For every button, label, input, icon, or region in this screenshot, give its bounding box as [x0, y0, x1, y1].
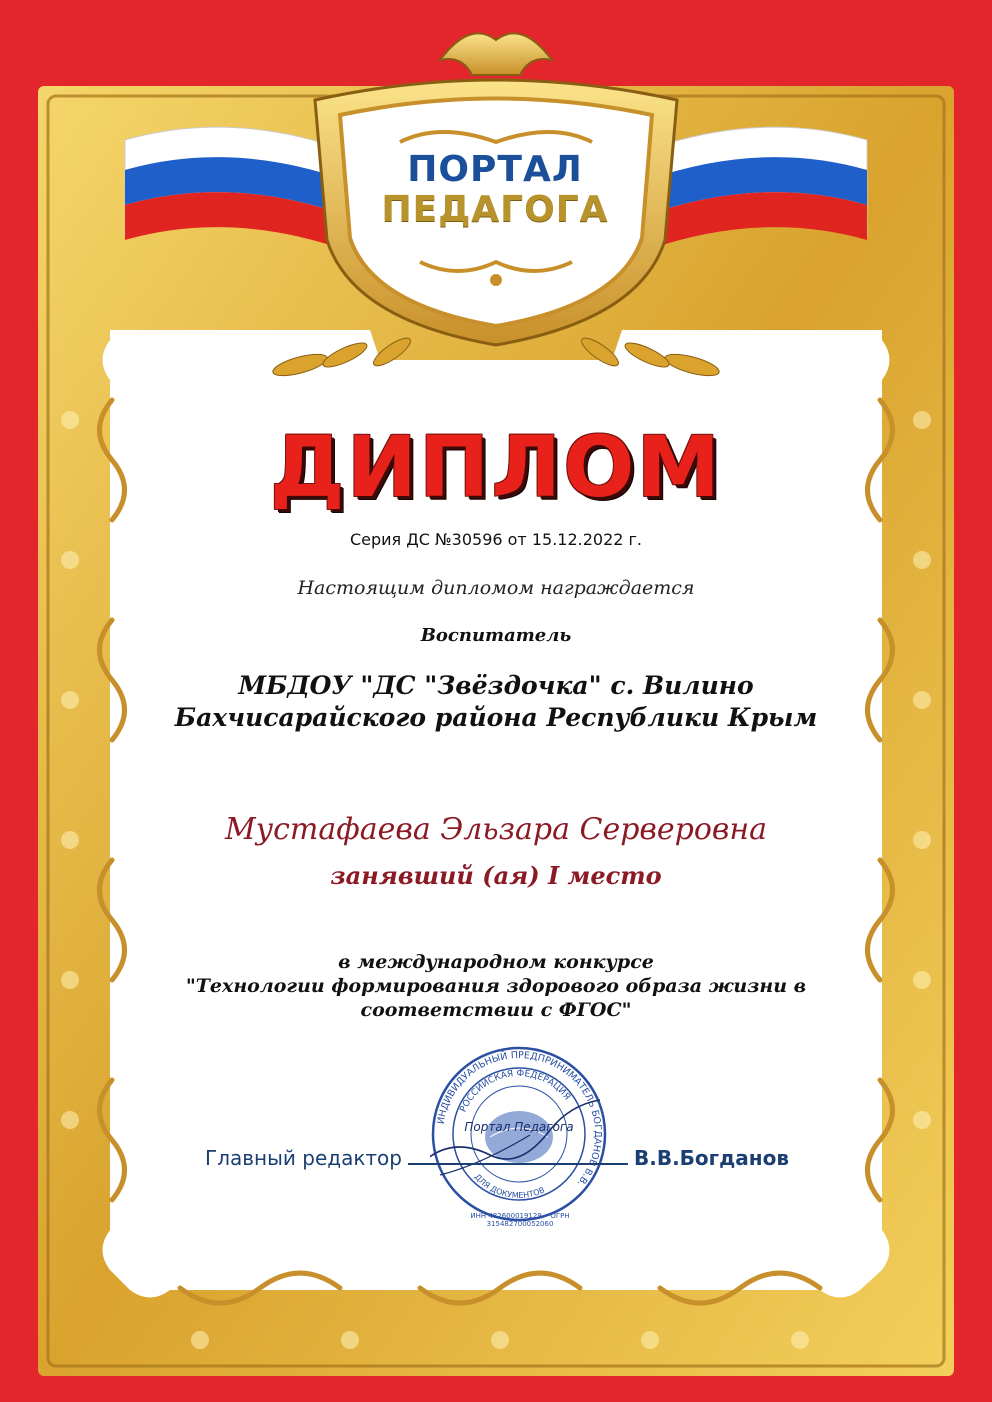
signature-label: Главный редактор: [205, 1146, 402, 1170]
stamp-seal-icon: [430, 1045, 608, 1223]
stamp-center-text: Портал Педагога: [464, 1120, 574, 1134]
diploma-title: [0, 418, 992, 516]
placement: занявший (ая) I место: [330, 861, 662, 890]
awarded-text: Настоящим дипломом награждается: [297, 577, 695, 599]
recipient-role: Воспитатель: [420, 625, 572, 646]
stamp-outer-text: ИНДИВИДУАЛЬНЫЙ ПРЕДПРИНИМАТЕЛЬ БОГДАНОВ В.В.: [435, 1049, 604, 1189]
logo-line-1: ПОРТАЛ: [407, 149, 583, 190]
contest-line-3: соответствии с ФГОС": [360, 999, 632, 1021]
signature-line: [205, 1146, 805, 1170]
series-number: Серия ДС №30596 от 15.12.2022 г.: [349, 530, 643, 549]
diploma-title-text: ДИПЛОМ: [269, 418, 723, 516]
portal-logo: [340, 150, 650, 230]
stamp-inner-text: РОССИЙСКАЯ ФЕДЕРАЦИЯ: [458, 1068, 572, 1114]
recipient-name: Мустафаева Эльзара Серверовна: [224, 812, 768, 847]
official-stamp: [430, 1045, 608, 1223]
editor-name: В.В.Богданов: [634, 1146, 789, 1170]
logo-line-2: ПЕДАГОГА: [381, 189, 609, 230]
stamp-bottom-text: ДЛЯ ДОКУМЕНТОВ: [472, 1172, 547, 1201]
contest-info: [0, 950, 992, 1022]
stamp-numbers: ИНН 482600019129 • ОГРН 315482700052060: [470, 1212, 570, 1228]
contest-line-2: "Технологии формирования здорового образа жизни в: [185, 975, 807, 997]
signature-underline: [408, 1147, 628, 1165]
contest-line-1: в международном конкурсе: [338, 951, 654, 973]
organization-line-2: Бахчисарайского района Республики Крым: [174, 703, 818, 732]
organization: [0, 670, 992, 734]
organization-line-1: МБДОУ "ДС "Звёздочка" с. Вилино: [238, 671, 754, 700]
